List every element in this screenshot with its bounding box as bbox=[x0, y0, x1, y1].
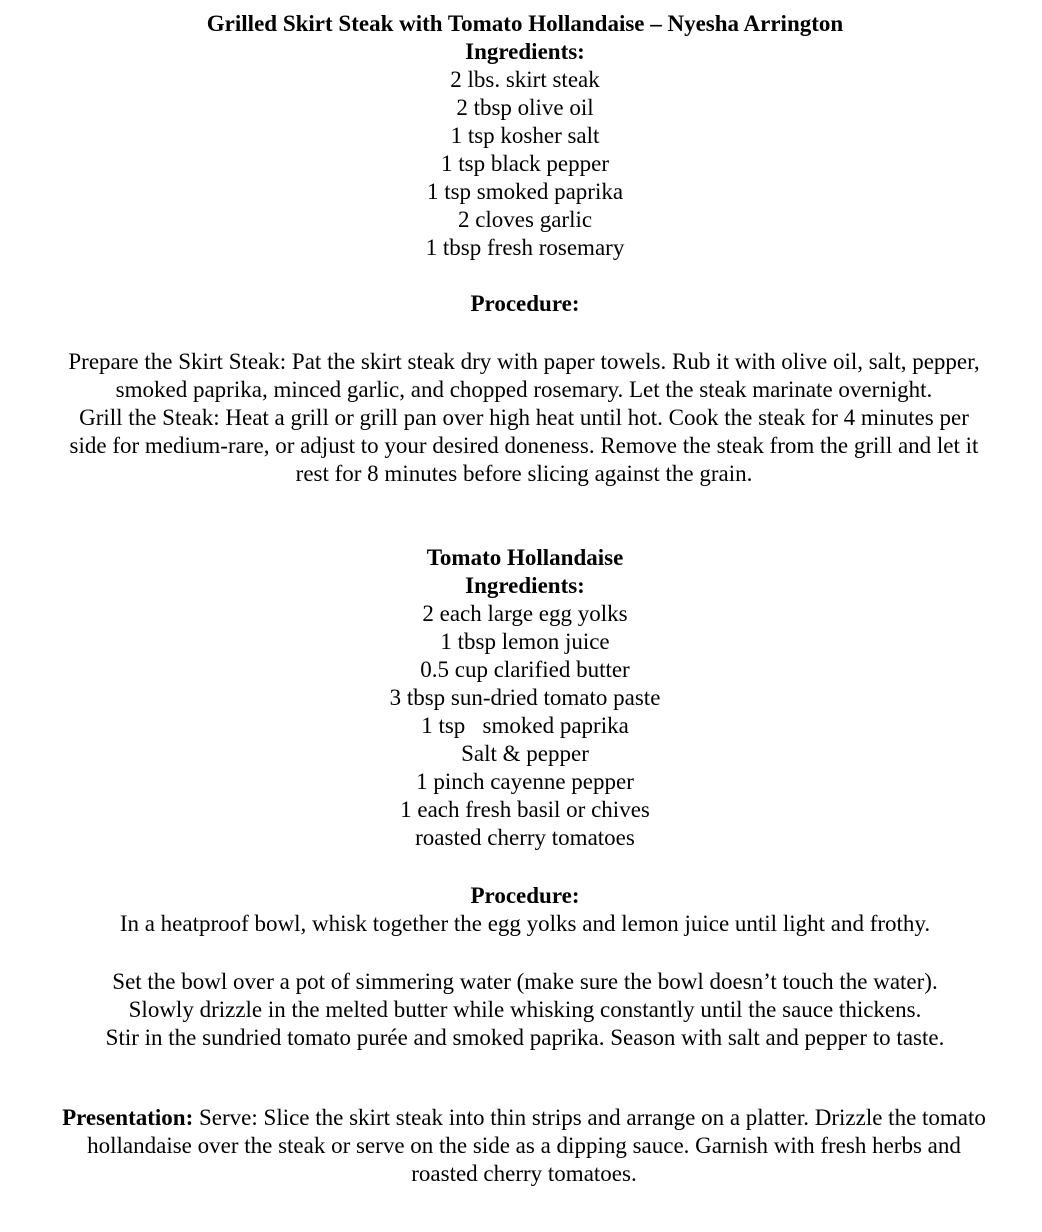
ingredient-item: 2 each large egg yolks bbox=[422, 601, 628, 626]
ingredient-item: 1 each fresh basil or chives bbox=[400, 797, 650, 822]
procedure-line: Stir in the sundried tomato purée and smoked paprika. Season with salt and pepper to taste. bbox=[105, 1025, 945, 1050]
ingredient-item: 1 pinch cayenne pepper bbox=[416, 769, 634, 794]
procedure-line: Set the bowl over a pot of simmering water (make sure the bowl doesn’t touch the water). bbox=[112, 969, 938, 994]
ingredient-item: 1 tbsp lemon juice bbox=[440, 629, 610, 654]
hollandaise-procedure bbox=[48, 882, 1002, 938]
presentation-section bbox=[62, 1104, 986, 1188]
presentation-text: Serve: Slice the skirt steak into thin strips and arrange on a platter. Drizzle the tomato hollandaise over the steak or serve on the side as a dipping sauce. Garnish with fresh herbs and roasted cherry tomatoes. bbox=[87, 1105, 986, 1186]
presentation-label: Presentation: bbox=[62, 1105, 194, 1130]
hollandaise-section bbox=[48, 544, 1002, 852]
procedure-step: Prepare the Skirt Steak: Pat the skirt steak dry with paper towels. Rub it with olive oil, salt, pepper, smoked paprika, minced garlic, and chopped rosemary. Let the steak marinate overnight. bbox=[68, 349, 980, 402]
hollandaise-procedure-heading: Procedure: bbox=[470, 883, 580, 908]
ingredient-item: 2 lbs. skirt steak bbox=[450, 67, 600, 92]
steak-ingredients-section bbox=[48, 10, 1002, 262]
recipe-title: Grilled Skirt Steak with Tomato Hollandaise – Nyesha Arrington bbox=[206, 11, 844, 36]
hollandaise-ingredients-heading: Ingredients: bbox=[465, 573, 585, 598]
ingredient-item: 1 tsp smoked paprika bbox=[421, 713, 629, 738]
ingredient-item: 3 tbsp sun-dried tomato paste bbox=[389, 685, 661, 710]
ingredient-item: Salt & pepper bbox=[461, 741, 589, 766]
ingredient-item: 1 tsp black pepper bbox=[441, 151, 609, 176]
ingredient-item: 1 tsp smoked paprika bbox=[426, 179, 624, 204]
procedure-step: Grill the Steak: Heat a grill or grill pan over high heat until hot. Cook the steak for 4 minutes per side for medium-rare, or adjust to your desired doneness. Remove the steak from the grill and let it rest for 8 minutes before slicing against the grain. bbox=[69, 405, 979, 486]
procedure-step: In a heatproof bowl, whisk together the egg yolks and lemon juice until light and frothy. bbox=[119, 911, 931, 936]
steak-procedure bbox=[62, 348, 986, 488]
ingredient-item: 2 cloves garlic bbox=[457, 207, 593, 232]
steak-ingredients-heading: Ingredients: bbox=[465, 39, 585, 64]
ingredient-item: 0.5 cup clarified butter bbox=[420, 657, 630, 682]
procedure-line: Slowly drizzle in the melted butter while whisking constantly until the sauce thickens. bbox=[128, 997, 922, 1022]
presentation-paragraph bbox=[62, 1104, 986, 1188]
ingredient-item: 2 tbsp olive oil bbox=[456, 95, 594, 120]
steak-procedure-heading-block bbox=[48, 290, 1002, 318]
steak-procedure-heading: Procedure: bbox=[470, 291, 580, 316]
hollandaise-procedure-continued bbox=[48, 968, 1002, 1052]
ingredient-item: roasted cherry tomatoes bbox=[415, 825, 635, 850]
ingredient-item: 1 tsp kosher salt bbox=[450, 123, 600, 148]
ingredient-item: 1 tbsp fresh rosemary bbox=[425, 235, 625, 260]
hollandaise-heading: Tomato Hollandaise bbox=[426, 545, 624, 570]
